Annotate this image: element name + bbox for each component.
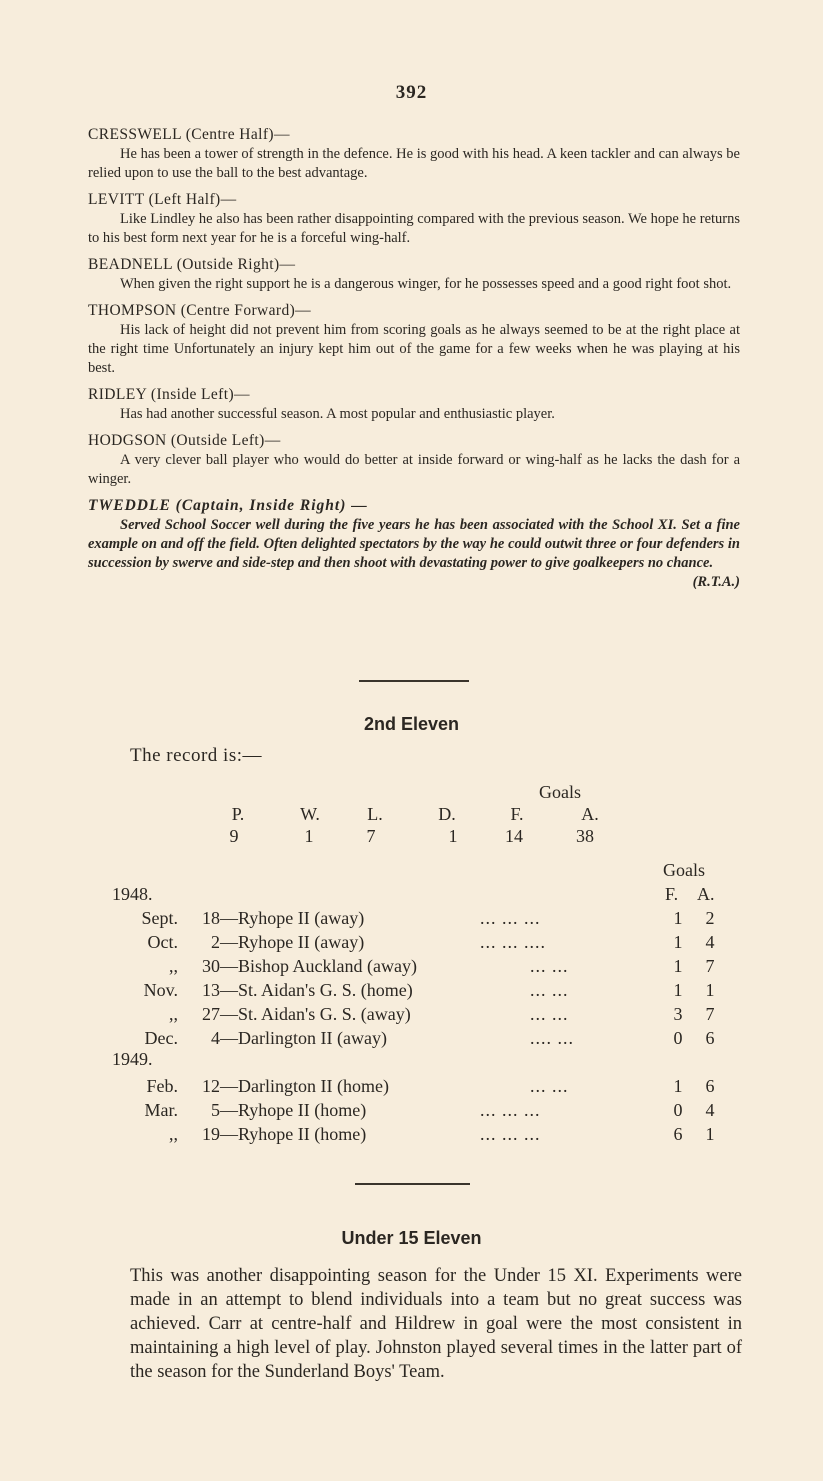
summary-header-a: A. (581, 804, 599, 824)
fixture-leader-dots: ... ... ... (480, 908, 541, 928)
report-body: His lack of height did not prevent him from scoring goals as he always seemed to be at the right place at the right time Unfortunately an injury kept him out of the game for a few weeks when he was playing at his best. (88, 322, 740, 376)
report-heading: TWEDDLE (Captain, Inside Right) — (88, 497, 368, 514)
year-label: 1949. (112, 1049, 153, 1069)
fixture-goals-against: 1 (705, 980, 715, 1000)
fixture-leader-dots: ... ... .... (480, 932, 546, 952)
fixture-goals-against: 4 (705, 1100, 715, 1120)
fixture-goals-for: 3 (673, 1004, 683, 1024)
fixture-row (0, 908, 823, 932)
summary-value-w: 1 (304, 826, 314, 846)
fixture-leader-dots: ... ... ... (480, 1100, 541, 1120)
fixture-goals-for: 1 (673, 932, 683, 952)
player-reports (88, 125, 740, 592)
report-body: He has been a tower of strength in the defence. He is good with his head. A keen tackler and can always be relied upon to use the ball to the best advantage. (88, 146, 740, 181)
fixture-goals-against: 7 (705, 1004, 715, 1024)
fixture-goals-for: 0 (673, 1028, 683, 1048)
fixture-day: 30 (202, 956, 220, 976)
fixture-day: 2 (211, 932, 220, 952)
summary-value-d: 1 (448, 826, 458, 846)
report-cresswell (88, 125, 740, 183)
record-intro: The record is:— (130, 745, 263, 766)
under-15-title: Under 15 Eleven (341, 1228, 482, 1248)
fixture-row (0, 1100, 823, 1124)
report-body: When given the right support he is a dangerous winger, for he possesses speed and a good right foot shot. (120, 276, 732, 292)
fixture-month: Oct. (147, 932, 178, 952)
report-tweddle (88, 496, 740, 590)
report-heading: HODGSON (Outside Left)— (88, 432, 281, 449)
fixture-row (0, 932, 823, 956)
year-row (0, 884, 823, 908)
fixture-goals-against: 6 (705, 1028, 715, 1048)
fixture-month: ,, (169, 956, 178, 976)
fixtures-f-label: F. (665, 884, 679, 904)
fixture-month: Nov. (143, 980, 178, 1000)
fixture-opponent: —St. Aidan's G. S. (home) (220, 980, 413, 1000)
report-levitt (88, 190, 740, 248)
report-body: Has had another successful season. A most popular and enthusiastic player. (120, 406, 555, 422)
fixture-day: 13 (202, 980, 220, 1000)
fixture-opponent: —Bishop Auckland (away) (220, 956, 417, 976)
fixture-row (0, 980, 823, 1004)
summary-header-f: F. (510, 804, 524, 824)
summary-value-f: 14 (505, 826, 523, 846)
year-label: 1948. (112, 884, 153, 904)
fixture-month: ,, (169, 1004, 178, 1024)
section-divider (359, 680, 469, 682)
fixture-leader-dots: ... ... (530, 980, 569, 1000)
summary-header-w: W. (300, 804, 320, 824)
fixture-opponent: —St. Aidan's G. S. (away) (220, 1004, 411, 1024)
fixture-row (0, 956, 823, 980)
fixture-month: Sept. (141, 908, 178, 928)
report-thompson (88, 301, 740, 378)
fixture-goals-for: 1 (673, 956, 683, 976)
fixture-opponent: —Ryhope II (home) (220, 1124, 367, 1144)
fixture-goals-against: 2 (705, 908, 715, 928)
report-body (88, 516, 740, 590)
report-body: Like Lindley he also has been rather disappointing compared with the previous season. We hope he returns to his best form next year for he is a forceful wing-half. (88, 211, 740, 246)
fixture-goals-for: 1 (673, 908, 683, 928)
fixture-leader-dots: ... ... ... (480, 1124, 541, 1144)
fixture-goals-against: 6 (705, 1076, 715, 1096)
fixture-leader-dots: ... ... (530, 1076, 569, 1096)
fixture-goals-against: 4 (705, 932, 715, 952)
fixture-goals-for: 6 (673, 1124, 683, 1144)
fixture-opponent: —Ryhope II (away) (220, 908, 365, 928)
fixture-opponent: —Darlington II (home) (220, 1076, 389, 1096)
fixture-day: 4 (211, 1028, 220, 1048)
second-eleven-title: 2nd Eleven (363, 714, 460, 734)
fixture-day: 18 (202, 908, 220, 928)
report-body-text: Served School Soccer well during the five years he has been associated with the School XI. Set a fine example on and off the field. Often delighted spectators by the way he could outwit three or four defenders in succession by swerve and side-step and then shoot with devastating power to give goalkeepers no chance. (88, 517, 740, 571)
fixture-month: Feb. (146, 1076, 178, 1096)
summary-header-l: L. (367, 804, 383, 824)
fixture-opponent: —Ryhope II (away) (220, 932, 365, 952)
summary-goals-label: Goals (539, 782, 581, 802)
fixture-goals-for: 0 (673, 1100, 683, 1120)
report-beadnell (88, 255, 740, 294)
fixture-goals-for: 1 (673, 1076, 683, 1096)
fixtures-goals-label: Goals (663, 860, 705, 880)
fixture-goals-for: 1 (673, 980, 683, 1000)
summary-header-d: D. (438, 804, 456, 824)
fixture-day: 12 (202, 1076, 220, 1096)
fixture-leader-dots: ... ... (530, 956, 569, 976)
fixture-leader-dots: .... ... (530, 1028, 574, 1048)
fixture-goals-against: 7 (705, 956, 715, 976)
report-heading: CRESSWELL (Centre Half)— (88, 126, 290, 143)
summary-value-p: 9 (229, 826, 239, 846)
fixture-goals-against: 1 (705, 1124, 715, 1144)
fixture-opponent: —Ryhope II (home) (220, 1100, 367, 1120)
fixture-month: Dec. (144, 1028, 178, 1048)
fixture-day: 27 (202, 1004, 220, 1024)
report-heading: BEADNELL (Outside Right)— (88, 256, 296, 273)
fixture-day: 5 (211, 1100, 220, 1120)
summary-value-l: 7 (366, 826, 376, 846)
report-heading: RIDLEY (Inside Left)— (88, 386, 250, 403)
report-ridley (88, 385, 740, 424)
report-heading: THOMPSON (Centre Forward)— (88, 302, 312, 319)
fixtures-a-label: A. (697, 884, 715, 904)
report-heading: LEVITT (Left Half)— (88, 191, 237, 208)
fixture-opponent: —Darlington II (away) (220, 1028, 387, 1048)
report-hodgson (88, 431, 740, 489)
fixture-row (0, 1124, 823, 1148)
fixture-row (0, 1004, 823, 1028)
fixture-month: Mar. (144, 1100, 178, 1120)
author-initials: (R.T.A.) (692, 574, 740, 590)
fixture-row (0, 1076, 823, 1100)
summary-value-a: 38 (576, 826, 594, 846)
fixture-day: 19 (202, 1124, 220, 1144)
fixture-month: ,, (169, 1124, 178, 1144)
under-15-report: This was another disappointing season for the Under 15 XI. Experiments were made in an attempt to blend individuals into a team but no great success was achieved. Carr at centre-half and Hildrew in goal were the most consistent in maintaining a high level of play. Johnston played several times in the latter part of the season for the Sunderland Boys' Team. (130, 1266, 742, 1382)
page-number: 392 (395, 82, 428, 103)
year-row (0, 1049, 823, 1073)
fixture-leader-dots: ... ... (530, 1004, 569, 1024)
summary-header-p: P. (231, 804, 245, 824)
report-body: A very clever ball player who would do better at inside forward or wing-half as he lacks the dash for a winger. (88, 452, 740, 487)
section-divider (355, 1183, 470, 1185)
